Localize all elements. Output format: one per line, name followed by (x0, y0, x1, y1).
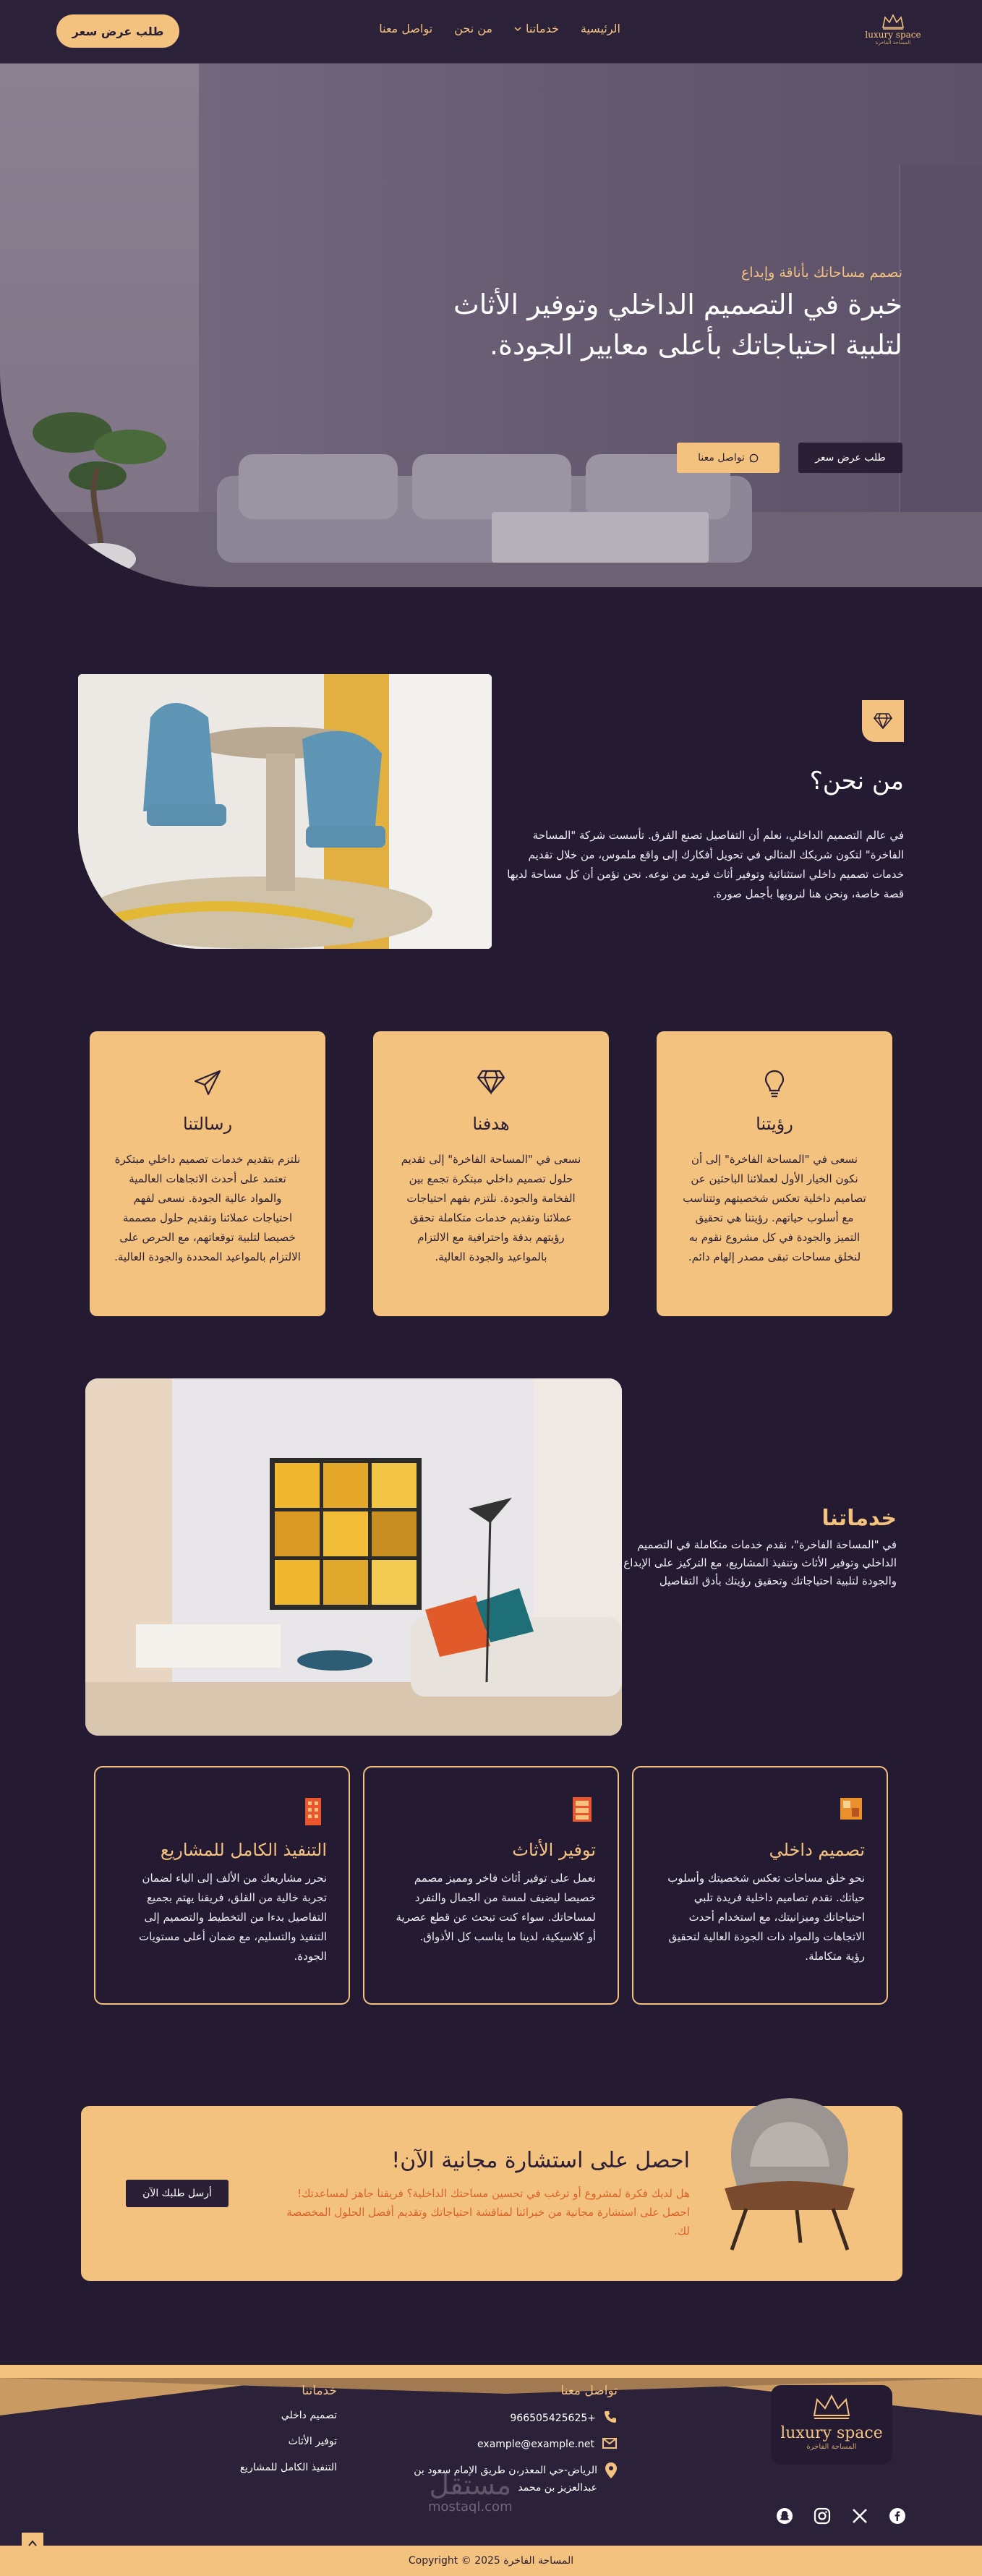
site-header (0, 0, 982, 64)
paper-plane-icon (193, 1069, 222, 1096)
chevron-up-icon (28, 2540, 37, 2547)
footer-service-link[interactable]: توفير الأثاث (288, 2436, 337, 2447)
phone-icon (603, 2410, 618, 2424)
service-card-full-execution (94, 1766, 350, 2005)
footer-phone-label: +966505425625 (510, 2413, 596, 2424)
header-quote-button[interactable]: طلب عرض سعر (56, 14, 179, 48)
living-room-photo (85, 1378, 622, 1736)
footer-phone[interactable] (510, 2410, 618, 2427)
logo-subtitle: المساحة الفاخرة (875, 40, 911, 46)
watermark (428, 2470, 513, 2515)
cta-send-button[interactable]: أرسل طلبك الآن (126, 2180, 229, 2207)
service-card-interior-design (632, 1766, 888, 2005)
service-title: تصميم داخلي (769, 1840, 865, 1860)
bonsai-plant-icon (29, 389, 174, 577)
cabinet-icon (568, 1795, 596, 1824)
value-title: رسالتنا (182, 1114, 233, 1134)
hero-quote-button[interactable]: طلب عرض سعر (798, 443, 902, 473)
hero-section (0, 64, 982, 587)
footer-services-title: خدماتنا (302, 2384, 337, 2398)
copyright-text: المساحة الفاخرة Copyright © 2025 (408, 2555, 574, 2567)
nav-services[interactable] (514, 22, 559, 35)
value-text: نسعى في "المساحة الفاخرة" إلى أن نكون الخيار الأول لعملائنا الباحثين عن تصاميم داخلية تعكس شخصيتهم وتتناسب مع أسلوب حياتهم. رؤيتنا هي تحقيق التميز والجودة في كل مشروع نقوم به لنخلق مساحات تبقى مصدر إلهام دائم. (683, 1153, 866, 1263)
chevron-down-icon (514, 25, 521, 33)
dining-chairs-photo (78, 674, 492, 949)
snapchat-icon[interactable] (775, 2507, 794, 2525)
footer-logo-subtitle: المساحة الفاخرة (806, 2443, 857, 2451)
facebook-icon[interactable] (888, 2507, 907, 2525)
footer-logo-title: luxury space (780, 2424, 883, 2442)
cta-text: هل لديك فكرة لمشروع أو ترغب في تحسين مساحتك الداخلية؟ فريقنا جاهز لمساعدتك! احصل على استشارة مجانية من خبرائنا لمناقشة احتياجاتك وتقديم أفضل الحلول المخصصة لك. (286, 2187, 690, 2238)
mail-icon (602, 2436, 618, 2450)
value-text: نلتزم بتقديم خدمات تصميم داخلي مبتكرة تعتمد على أحدث الاتجاهات العالمية والمواد عالية الجودة. نسعى لفهم احتياجات عملائنا وتقديم حلول مصممة خصيصا لتلبية توقعاتهم، مع الحرص على الالتزام بالمواعيد المحددة والجودة العالية. (114, 1153, 301, 1263)
services-text: في "المساحة الفاخرة"، نقدم خدمات متكاملة في التصميم الداخلي وتوفير الأثاث وتنفيذ المشاريع، مع التركيز على الإبداع والجودة لتلبية احتياجاتك وتحقيق رؤيتك بأدق التفاصيل (623, 1538, 897, 1587)
crown-icon (881, 13, 905, 30)
footer-email-label: example@example.net (477, 2439, 594, 2450)
x-twitter-icon[interactable] (850, 2507, 869, 2525)
hero-door (899, 165, 982, 548)
nav-contact[interactable]: تواصل معنا (379, 22, 433, 35)
site-footer (0, 2365, 982, 2546)
about-image (78, 674, 492, 949)
about-diamond-badge (862, 700, 904, 742)
value-card-mission (90, 1031, 325, 1316)
copyright-bar (0, 2546, 982, 2576)
location-pin-icon (605, 2462, 618, 2479)
about-text: في عالم التصميم الداخلي، نعلم أن التفاصيل تصنع الفرق. تأسست شركة "المساحة الفاخرة" لتكون شريكك المثالي في تحويل أفكارك إلى واقع ملموس، من خلال تقديم خدمات تصميم داخلي استثنائية وتوفير أثاث فريد من نوعه. نحن نؤمن أن كل مساحة لديها قصة خاصة، ونحن هنا لنرويها بأجمل صورة. (507, 829, 904, 900)
header-logo[interactable] (861, 13, 926, 52)
main-nav (379, 22, 620, 35)
footer-logo[interactable] (771, 2385, 892, 2465)
footer-email[interactable] (477, 2436, 618, 2453)
service-text: نعمل على توفير أثاث فاخر ومميز مصمم خصيصا ليضيف لمسة من الجمال والتفرد لمساحاتك. سواء كنت تبحث عن قطع عصرية أو كلاسيكية، لدينا ما يناسب كل الأذواق. (396, 1872, 596, 1943)
footer-service-link[interactable]: تصميم داخلي (281, 2410, 337, 2421)
nav-services-label: خدماتنا (526, 22, 559, 35)
sofa-illustration (217, 440, 752, 563)
value-title: هدفنا (472, 1114, 510, 1134)
instagram-icon[interactable] (813, 2507, 832, 2525)
service-text: نحو خلق مساحات تعكس شخصيتك وأسلوب حياتك. نقدم تصاميم داخلية فريدة تلبي احتياجاتك وميزانيتك، مع استخدام أحدث الاتجاهات والمواد ذات الجودة العالية لتحقيق رؤية متكاملة. (667, 1872, 865, 1963)
cta-title: احصل على استشارة مجانية الآن! (391, 2148, 690, 2173)
services-image (85, 1378, 622, 1736)
footer-address-label: الرياض-حي المعذر،ن طريق الإمام سعود بن عبدالعزيز بن محمد (414, 2465, 597, 2494)
value-card-vision (657, 1031, 892, 1316)
whatsapp-icon (749, 453, 759, 463)
social-links (775, 2507, 907, 2525)
building-icon (299, 1795, 327, 1827)
value-card-goal (373, 1031, 609, 1316)
interior-design-icon (837, 1795, 865, 1822)
armchair-illustration (710, 2087, 869, 2253)
service-card-furniture (363, 1766, 619, 2005)
service-text: نحرر مشاريعك من الألف إلى الياء لضمان تجربة خالية من القلق، فريقنا يهتم بجميع التفاصيل بدءا من التخطيط والتصميم إلى التنفيذ والتسليم، مع ضمان أعلى مستويات الجودة. (139, 1872, 327, 1963)
back-to-top-button[interactable] (22, 2533, 43, 2554)
watermark-arabic: مستقل (429, 2469, 512, 2501)
footer-service-link[interactable]: التنفيذ الكامل للمشاريع (239, 2462, 337, 2473)
hero-contact-label: تواصل معنا (698, 452, 745, 464)
nav-about[interactable]: من نحن (454, 22, 492, 35)
crown-icon (810, 2392, 853, 2421)
logo-title: luxury space (865, 30, 921, 40)
value-text: نسعى في "المساحة الفاخرة" إلى تقديم حلول تصميم داخلي مبتكرة تجمع بين الفخامة والجودة. نلتزم بفهم احتياجات عملائنا وتقديم خدمات متكاملة تحقق رؤيتهم بدقة واحترافية مع الالتزام بالمواعيد والجودة العالية. (401, 1153, 581, 1263)
footer-contact-title: تواصل معنا (560, 2384, 618, 2398)
hero-contact-button[interactable] (677, 443, 780, 473)
diamond-icon (874, 713, 892, 729)
watermark-url: mostaql.com (428, 2499, 513, 2515)
nav-home[interactable]: الرئيسية (580, 22, 620, 35)
consultation-banner (81, 2106, 902, 2281)
value-title: رؤيتنا (756, 1114, 793, 1134)
hero-tagline: نصمم مساحاتك بأناقة وإبداع (740, 265, 902, 281)
lightbulb-icon (764, 1069, 785, 1099)
services-title: خدماتنا (821, 1506, 897, 1531)
about-title: من نحن؟ (809, 767, 904, 796)
service-title: التنفيذ الكامل للمشاريع (160, 1840, 327, 1860)
service-title: توفير الأثاث (512, 1840, 596, 1860)
hero-title: خبرة في التصميم الداخلي وتوفير الأثاث لتلبية احتياجاتك بأعلى معايير الجودة. (453, 289, 902, 361)
diamond-icon (477, 1069, 505, 1095)
